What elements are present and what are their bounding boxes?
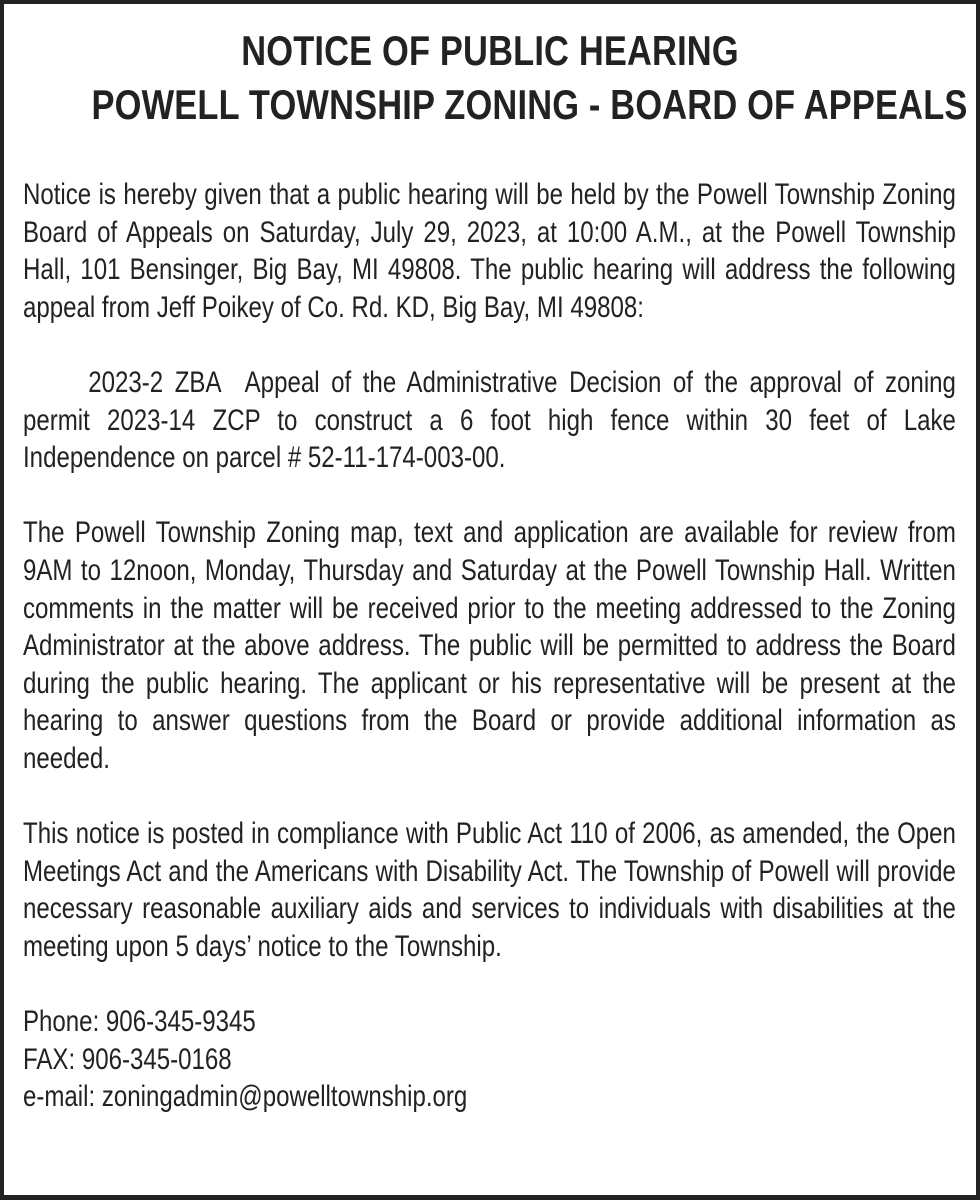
review-availability-paragraph: The Powell Township Zoning map, text and application are available for review from 9AM to 12noon, Monday, Thursday and Saturday at the Powell Township Hall. Written comments in the matter will be received prior to the meeting addressed to the Zoning Administrator at the above address. The public will be permitted to address the Board during the public hearing. The applicant or his representative will be present at the hearing to answer questions from the Board or provide additional information as needed. — [23, 516, 956, 775]
contact-info — [23, 1003, 956, 1116]
notice-title-line-1: NOTICE OF PUBLIC HEARING — [241, 27, 739, 74]
appeal-description-paragraph: 2023-2 ZBA Appeal of the Administrative Decision of the approval of zoning permit 2023-14 ZCP to construct a 6 foot high fence within 30 feet of Lake Independence on parcel # 52-11-174-003-00. — [23, 365, 956, 475]
hearing-announcement-paragraph: Notice is hereby given that a public hearing will be held by the Powell Township Zoning Board of Appeals on Saturday, July 29, 2023, at 10:00 A.M., at the Powell Township Hall, 101 Bensinger, Big Bay, MI 49808. The public hearing will address the following appeal from Jeff Poikey of Co. Rd. KD, Big Bay, MI 49808: — [23, 178, 956, 324]
notice-title-line-2: POWELL TOWNSHIP ZONING - BOARD OF APPEALS — [91, 81, 968, 128]
notice-title — [4, 24, 976, 132]
compliance-paragraph: This notice is posted in compliance with Public Act 110 of 2006, as amended, the Open Meetings Act and the Americans with Disability Act. The Township of Powell will provide necessary reasonable auxiliary aids and services to individuals with disabilities at the meeting upon 5 days’ notice to the Township. — [23, 817, 956, 963]
contact-phone: Phone: 906-345-9345 — [23, 1005, 256, 1039]
notice-body — [23, 176, 956, 1116]
contact-email[interactable]: e-mail: zoningadmin@powelltownship.org — [23, 1080, 468, 1114]
contact-fax: FAX: 906-345-0168 — [23, 1042, 232, 1076]
